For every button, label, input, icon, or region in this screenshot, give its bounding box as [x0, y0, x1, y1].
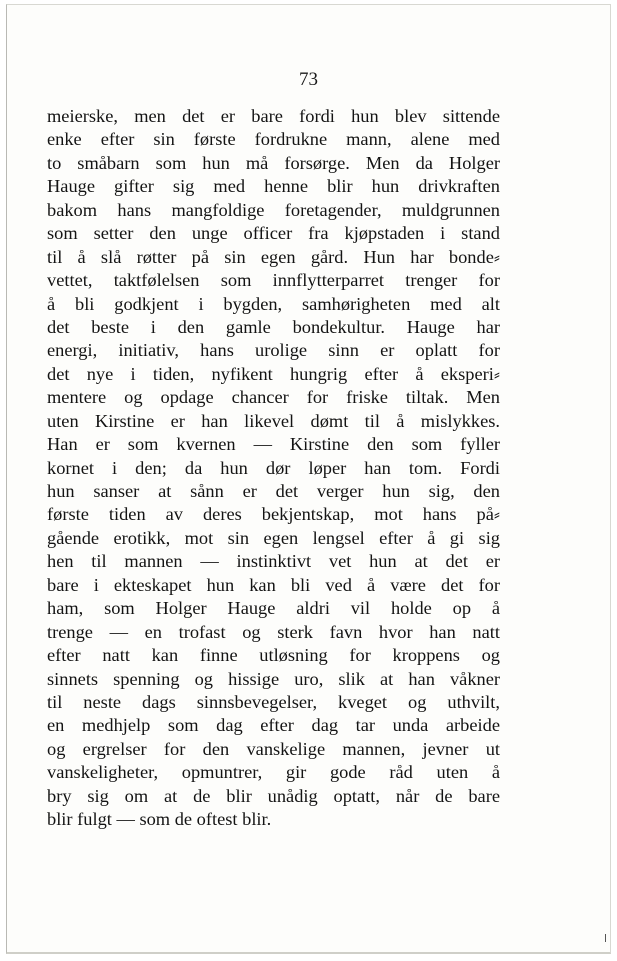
- text-line: vanskeligheter, opmuntrer, gir gode råd uten å: [47, 762, 500, 783]
- text-line: mentere og opdage chancer for friske tiltak. Men: [47, 387, 500, 408]
- text-line: enke efter sin første fordrukne mann, alene med: [47, 129, 500, 150]
- text-line: uten Kirstine er han likevel dømt til å mislykkes.: [47, 410, 500, 431]
- text-line: sinnets spenning og hissige uro, slik at han våkner: [47, 668, 500, 689]
- text-line: en medhjelp som dag efter dag tar unda arbeide: [47, 715, 500, 736]
- text-line: til å slå røtter på sin egen gård. Hun har bonde⸗: [47, 246, 500, 267]
- text-line: ham, som Holger Hauge aldri vil holde op å: [47, 598, 500, 619]
- text-line: kornet i den; da hun dør løper han tom. Fordi: [47, 457, 500, 478]
- text-line: to småbarn som hun må forsørge. Men da Holger: [47, 152, 500, 173]
- body-text: [47, 105, 500, 832]
- scan-artifact: [605, 934, 606, 942]
- text-line: bare i ekteskapet hun kan bli ved å være det for: [47, 574, 500, 595]
- text-line: meierske, men det er bare fordi hun blev sittende: [47, 106, 500, 126]
- text-line: og ergrelser for den vanskelige mannen, jevner ut: [47, 738, 500, 759]
- text-line: bry sig om at de blir unådig optatt, når de bare: [47, 785, 500, 806]
- text-line: bakom hans mangfoldige foretagender, muldgrunnen: [47, 199, 500, 220]
- text-line: første tiden av deres bekjentskap, mot hans på⸗: [47, 504, 500, 525]
- text-line: vettet, taktfølelsen som innflytterparret trenger for: [47, 270, 500, 291]
- text-line: trenge — en trofast og sterk favn hvor han natt: [47, 621, 500, 642]
- page-number: 73: [299, 69, 318, 90]
- text-line: hen til mannen — instinktivt vet hun at det er: [47, 551, 500, 572]
- text-line: blir fulgt — som de oftest blir.: [47, 809, 272, 830]
- text-line: energi, initiativ, hans urolige sinn er oplatt for: [47, 340, 500, 361]
- text-line: Hauge gifter sig med henne blir hun drivkraften: [47, 176, 500, 197]
- text-line: hun sanser at sånn er det verger hun sig, den: [47, 481, 500, 501]
- text-line: som setter den unge officer fra kjøpstaden i stand: [47, 223, 500, 244]
- text-line: efter natt kan finne utløsning for kroppens og: [47, 645, 500, 666]
- text-line: det nye i tiden, nyfikent hungrig efter å eksperi⸗: [47, 363, 500, 384]
- text-line: Han er som kvernen — Kirstine den som fyller: [47, 434, 500, 455]
- book-page: [6, 4, 611, 954]
- text-line: å bli godkjent i bygden, samhørigheten med alt: [47, 293, 500, 314]
- text-line: gående erotikk, mot sin egen lengsel efter å gi sig: [47, 527, 500, 548]
- text-line: det beste i den gamle bondekultur. Hauge har: [47, 316, 500, 337]
- text-line: til neste dags sinnsbevegelser, kveget og uthvilt,: [47, 691, 500, 712]
